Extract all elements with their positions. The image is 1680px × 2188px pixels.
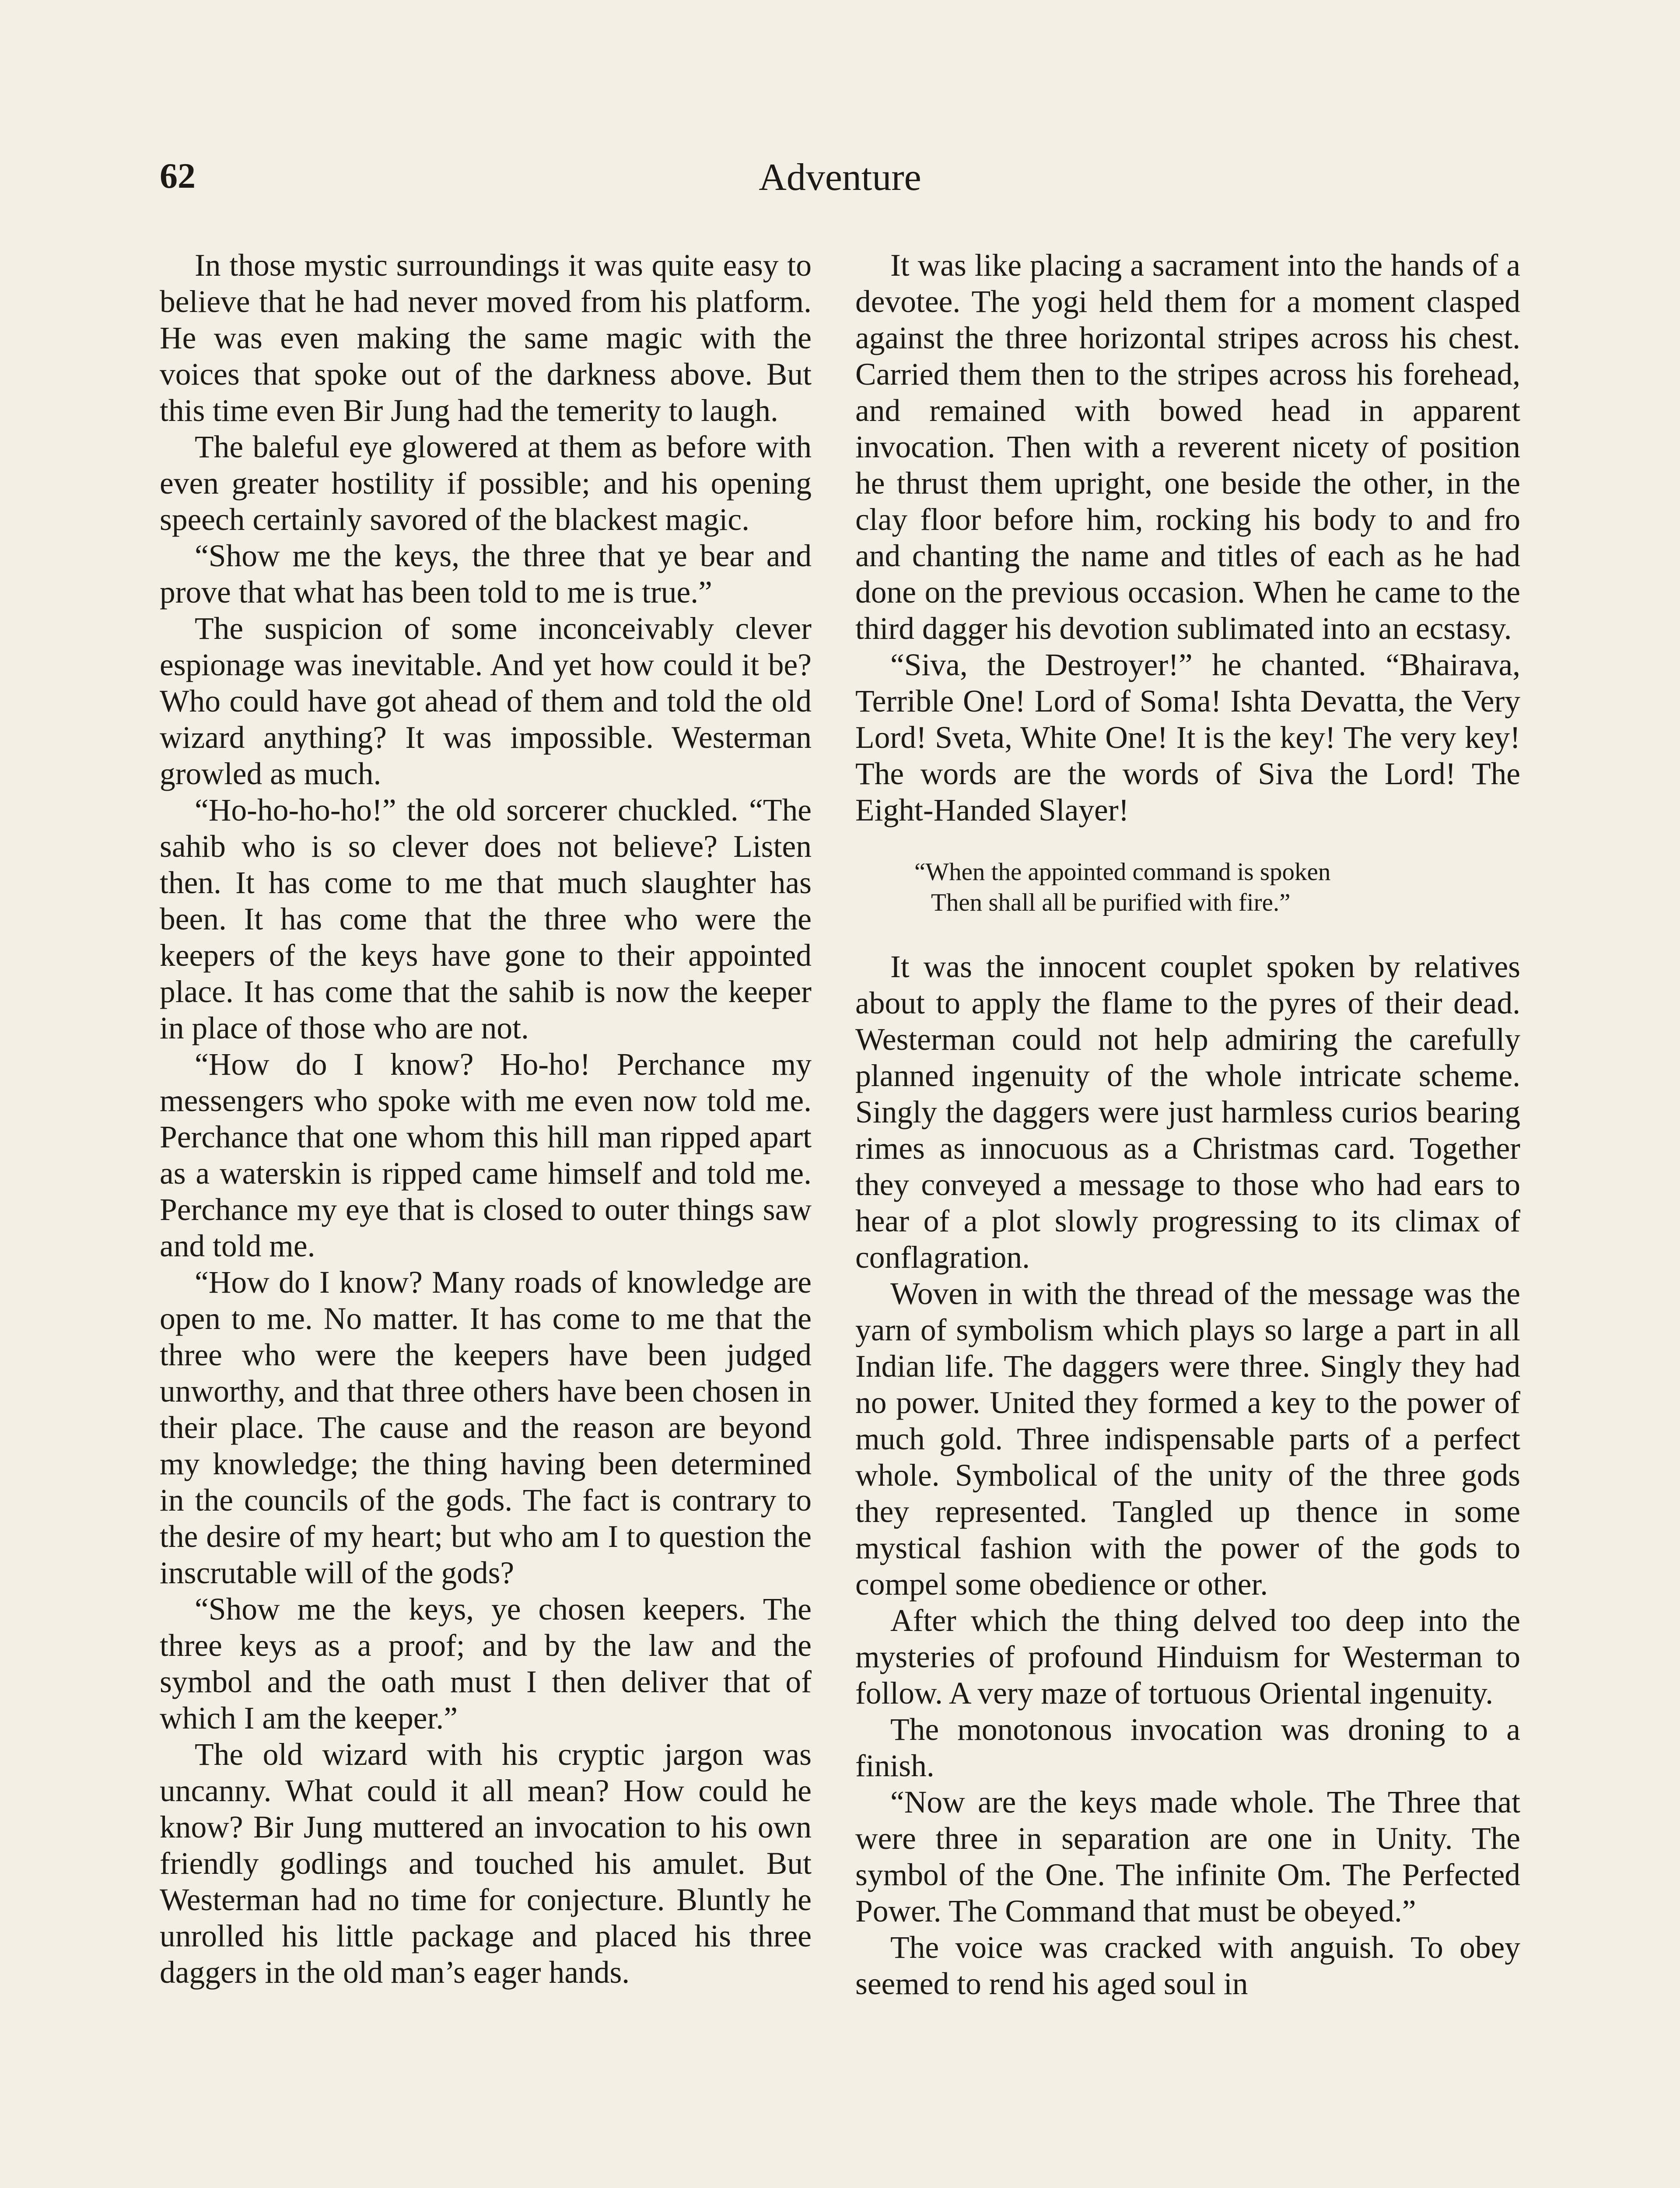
right-column <box>855 247 1520 2002</box>
paragraph: The old wizard with his cryptic jargon was uncanny. What could it all mean? How could he know? Bir Jung muttered an invocation to his own friendly godlings and touched his amulet. But Westerman had no time for conjecture. Bluntly he unrolled his little package and placed his three daggers in the old man’s eager hands. <box>160 1737 812 1990</box>
paragraph: “Siva, the Destroyer!” he chanted. “Bhairava, Terrible One! Lord of Soma! Ishta Devatta, the Very Lord! Sveta, White One! It is the key! The very key! The words are the words of Siva the Lord! The Eight-Handed Slayer! <box>855 648 1520 828</box>
left-column <box>160 247 812 1991</box>
paragraph: It was the innocent couplet spoken by relatives about to apply the flame to the pyres of their dead. Westerman could not help admiring the carefully planned ingenuity of the whole intricate scheme. Singly the daggers were just harmless curios bearing rimes as innocuous as a Christmas card. Together they conveyed a message to those who had ears to hear of a plot slowly progressing to its climax of conflagration. <box>855 950 1520 1275</box>
verse-couplet <box>855 857 1520 918</box>
paragraph: “Ho-ho-ho-ho!” the old sorcerer chuckled. “The sahib who is so clever does not believe? Listen then. It has come to me that much slaughter has been. It has come that the three who were the keepers of the keys have gone to their appointed place. It has come that the sahib is now the keeper in place of those who are not. <box>160 793 812 1045</box>
paragraph: The monotonous invocation was droning to a finish. <box>855 1712 1520 1783</box>
paragraph: The baleful eye glowered at them as before with even greater hostility if possible; and his opening speech certainly savored of the blackest magic. <box>160 430 812 537</box>
paragraph: “Show me the keys, ye chosen keepers. The three keys as a proof; and by the law and the symbol and the oath must I then deliver that of which I am the keeper.” <box>160 1592 812 1736</box>
paragraph: The voice was cracked with anguish. To obey seemed to rend his aged soul in <box>855 1930 1520 2001</box>
running-head-title: Adventure <box>759 156 921 199</box>
paragraph: “Show me the keys, the three that ye bear and prove that what has been told to me is true.” <box>160 539 812 610</box>
verse-line: “When the appointed command is spoken <box>914 858 1331 886</box>
paragraph: “How do I know? Many roads of knowledge are open to me. No matter. It has come to me that the three who were the keepers have been judged unworthy, and that three others have been chosen in their place. The cause and the reason are beyond my knowledge; the thing having been determined in the councils of the gods. The fact is contrary to the desire of my heart; but who am I to question the inscrutable will of the gods? <box>160 1265 812 1590</box>
paragraph: Woven in with the thread of the message was the yarn of symbolism which plays so large a part in all Indian life. The daggers were three. Singly they had no power. United they formed a key to the power of much gold. Three indispensable parts of a perfect whole. Symbolical of the unity of the three gods they represented. Tangled up thence in some mystical fashion with the power of the gods to compel some obedience or other. <box>855 1276 1520 1602</box>
paragraph: “How do I know? Ho-ho! Perchance my messengers who spoke with me even now told me. Perchance that one whom this hill man ripped apart as a waterskin is ripped came himself and told me. Perchance my eye that is closed to outer things saw and told me. <box>160 1047 812 1263</box>
paragraph: The suspicion of some inconceivably clever espionage was inevitable. And yet how could it be? Who could have got ahead of them and told the old wizard anything? It was impossible. Westerman growled as much. <box>160 611 812 791</box>
verse-line: Then shall all be purified with fire.” <box>931 889 1291 916</box>
paragraph: “Now are the keys made whole. The Three that were three in separation are one in Unity. The symbol of the One. The infinite Om. The Perfected Power. The Command that must be obeyed.” <box>855 1785 1520 1929</box>
paragraph: In those mystic surroundings it was quite easy to believe that he had never moved from his platform. He was even making the same magic with the voices that spoke out of the darkness above. But this time even Bir Jung had the temerity to laugh. <box>160 248 812 428</box>
paragraph: After which the thing delved too deep into the mysteries of profound Hinduism for Westerman to follow. A very maze of tortuous Oriental ingenuity. <box>855 1603 1520 1711</box>
page-number: 62 <box>160 156 196 196</box>
paragraph: It was like placing a sacrament into the hands of a devotee. The yogi held them for a moment clasped against the three horizontal stripes across his chest. Carried them then to the stripes across his forehead, and remained with bowed head in apparent invocation. Then with a reverent nicety of position he thrust them upright, one beside the other, in the clay floor before him, rocking his body to and fro and chanting the name and titles of each as he had done on the previous occasion. When he came to the third dagger his devotion sublimated into an ecstasy. <box>855 248 1520 646</box>
